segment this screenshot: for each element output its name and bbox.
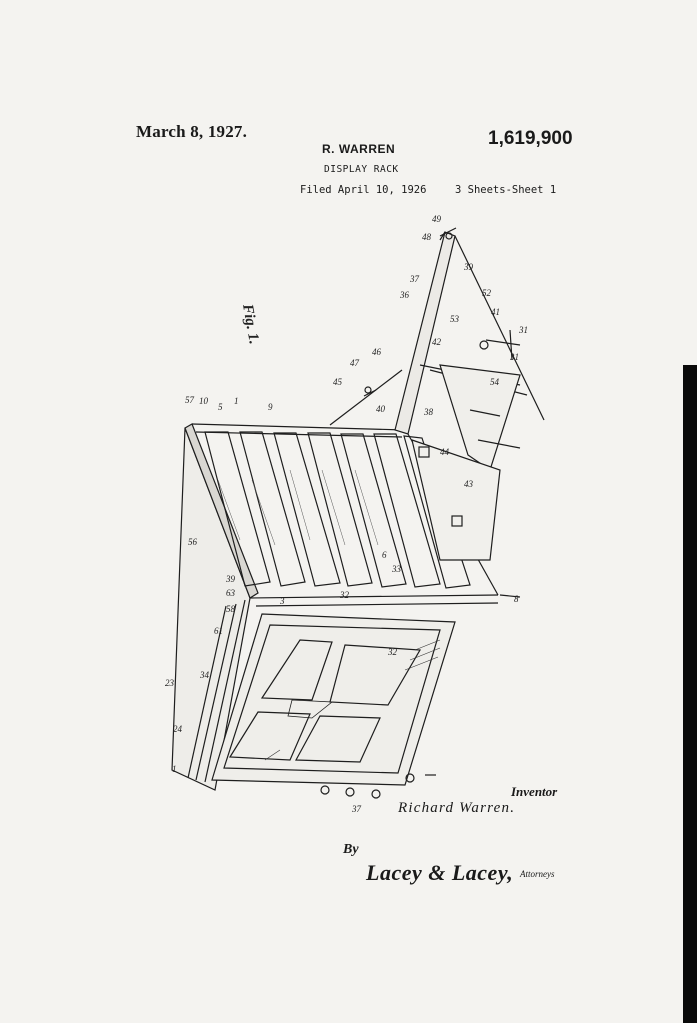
rack-body — [172, 228, 544, 798]
front-door-panel — [212, 614, 455, 785]
sheet-count: 3 Sheets-Sheet 1 — [455, 184, 557, 196]
ref-numeral: 5 — [218, 402, 223, 412]
ref-numeral: 39 — [226, 574, 235, 584]
ref-numeral: 42 — [432, 337, 441, 347]
ref-numeral: 46 — [372, 347, 381, 357]
ref-numeral: 37 — [352, 804, 361, 814]
ref-numeral: 24 — [173, 724, 182, 734]
attorney-signature: Lacey & Lacey, — [366, 860, 514, 885]
patent-number: 1,619,900 — [488, 128, 573, 149]
ref-numeral: 54 — [490, 377, 499, 387]
inventor-label: Inventor — [511, 784, 558, 799]
ref-numeral: 53 — [450, 314, 459, 324]
ref-numeral: 34 — [200, 670, 209, 680]
by-label: By — [343, 842, 359, 857]
ref-numeral: 48 — [422, 232, 431, 242]
ref-numeral: 49 — [432, 214, 441, 224]
inventor-name: R. WARREN — [322, 142, 396, 156]
ref-numeral: 47 — [350, 358, 359, 368]
ref-numeral: 33 — [392, 564, 401, 574]
ref-numeral: 1 — [234, 396, 239, 406]
figure-label: Fig. 1. — [239, 302, 262, 346]
ref-numeral: 61 — [214, 626, 223, 636]
ref-numeral: 31 — [510, 352, 519, 362]
ref-numeral: 10 — [199, 396, 208, 406]
ref-numeral: 39 — [464, 262, 473, 272]
ref-numeral: 52 — [482, 288, 491, 298]
attorneys-label: Attorneys — [520, 869, 555, 879]
ref-numeral: 8 — [514, 594, 519, 604]
ref-numeral: 63 — [226, 588, 235, 598]
ref-numeral: 32 — [388, 647, 397, 657]
ref-numeral: 23 — [165, 678, 174, 688]
ref-numeral: 32 — [340, 590, 349, 600]
ref-numeral: 41 — [491, 307, 500, 317]
ref-numeral: 31 — [519, 325, 528, 335]
ref-numeral: 6 — [382, 550, 387, 560]
ref-numeral: 38 — [424, 407, 433, 417]
inventor-signature: Richard Warren. — [398, 800, 516, 816]
ref-numeral: 45 — [333, 377, 342, 387]
ref-numeral: 9 — [268, 402, 273, 412]
ref-numeral: 43 — [464, 479, 473, 489]
lifted-top-frame — [395, 232, 455, 434]
ref-numeral: 56 — [188, 537, 197, 547]
ref-numeral: 36 — [400, 290, 409, 300]
ref-numeral: 58 — [226, 604, 235, 614]
scan-edge-shadow — [683, 365, 697, 1023]
ref-numeral: 3 — [280, 596, 285, 606]
ref-numeral: 1 — [172, 764, 177, 774]
filed-date: Filed April 10, 1926 — [300, 184, 427, 196]
ref-numeral: 40 — [376, 404, 385, 414]
patent-date: March 8, 1927. — [136, 122, 248, 141]
ref-numeral: 57 — [185, 395, 194, 405]
ref-numeral: 44 — [440, 447, 449, 457]
ref-numeral: 37 — [410, 274, 419, 284]
patent-title: DISPLAY RACK — [324, 164, 399, 175]
